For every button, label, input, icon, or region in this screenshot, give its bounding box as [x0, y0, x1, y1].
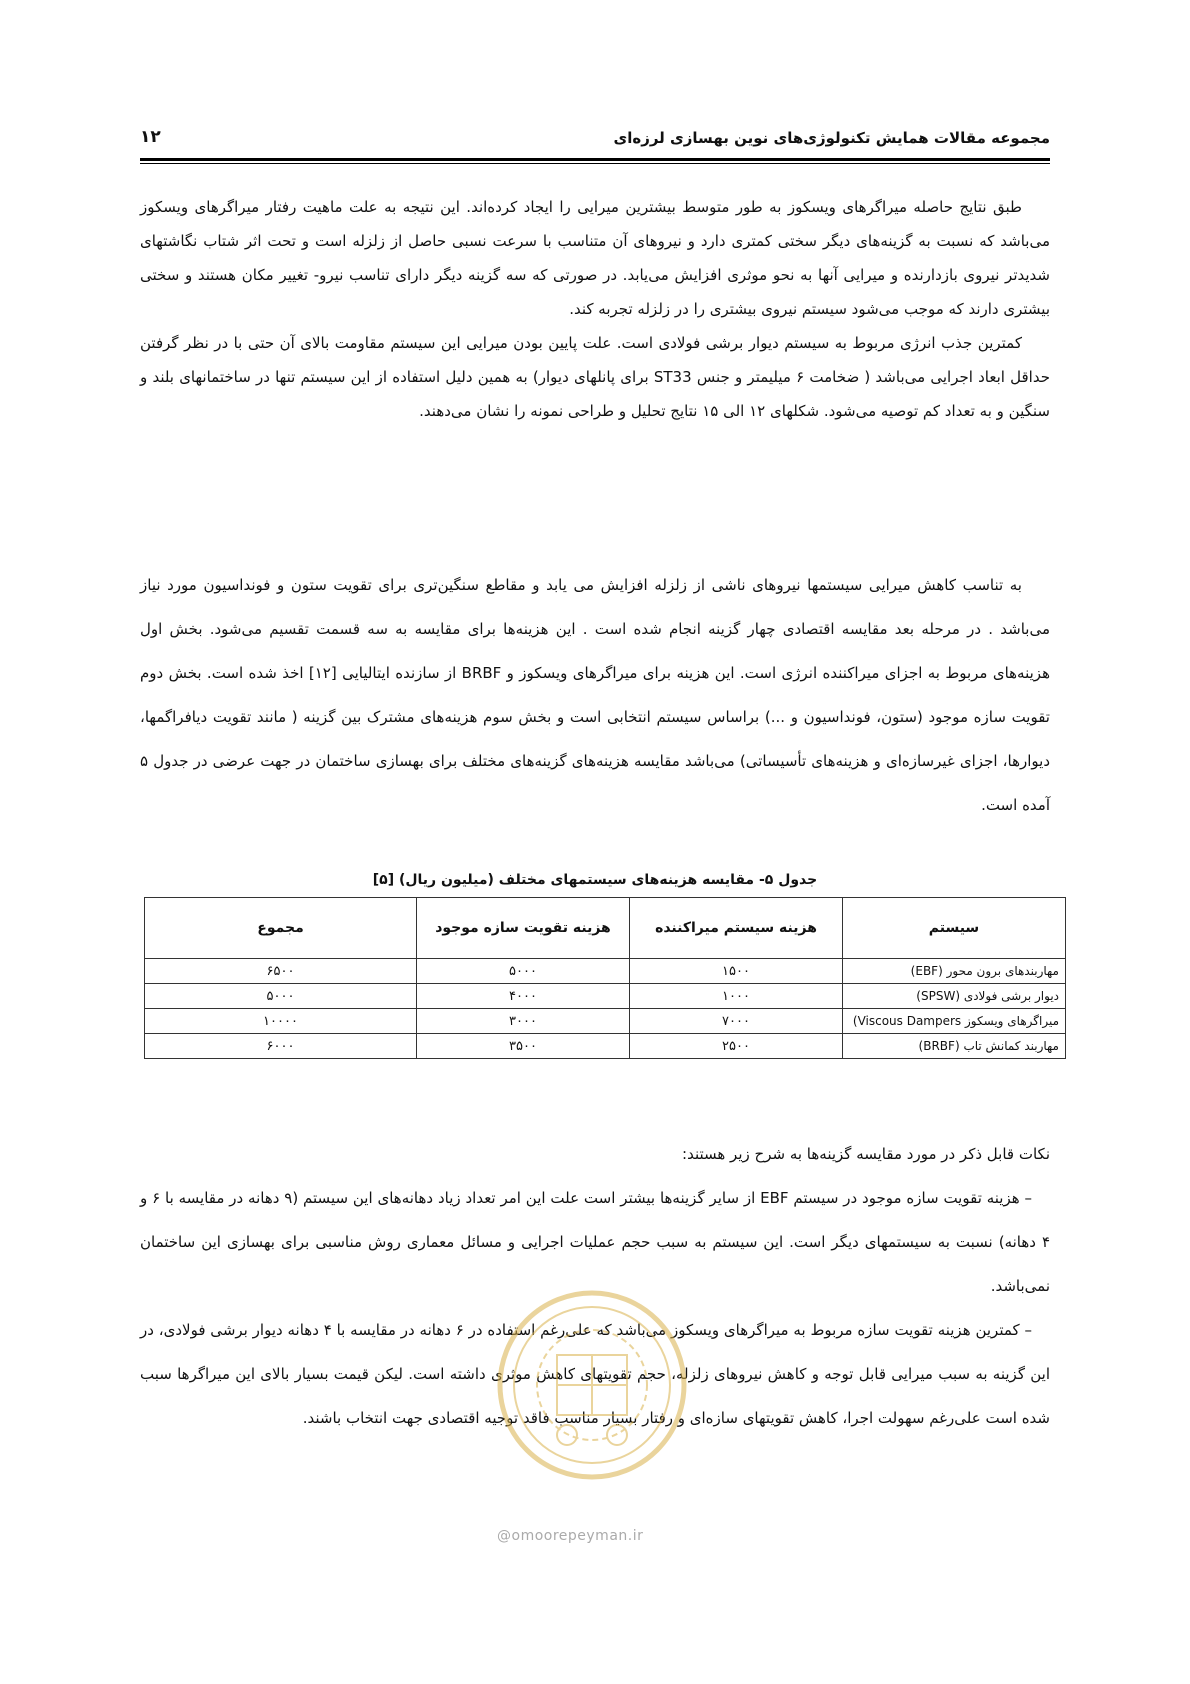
- watermark-url: @omoorepeyman.ir: [497, 1528, 644, 1544]
- cell-strengthening-cost: ۳۵۰۰: [417, 1034, 630, 1059]
- cost-table: [144, 897, 1066, 1059]
- cell-strengthening-cost: ۴۰۰۰: [417, 984, 630, 1009]
- cell-strengthening-cost: ۳۰۰۰: [417, 1009, 630, 1034]
- cell-system: میراگرهای ویسکوز Viscous Dampers): [843, 1009, 1066, 1034]
- cell-system: مهاربند کمانش تاب (BRBF): [843, 1034, 1066, 1059]
- cell-damper-cost: ۱۰۰۰: [630, 984, 843, 1009]
- header-rule-thin: [140, 163, 1050, 164]
- watermark-seal-icon: [487, 1285, 697, 1485]
- page-header: [140, 125, 1050, 155]
- paragraph-cost-comparison: به تناسب کاهش میرایی سیستمها نیروهای ناشی از زلزله افزایش می یابد و مقاطع سنگین‌تری برای تقویت ستون و فونداسیون مورد نیاز می‌باشد . در مرحله بعد مقایسه اقتصادی چهار گزینه انجام شده است . این هزینه‌ها برای مقایسه به سه قسمت تقسیم می‌شود. بخش اول هزینه‌های مربوط به اجزای میراکننده انرژی است. این هزینه برای میراگرهای ویسکوز و BRBF از سازنده ایتالیایی [۱۲] اخذ شده است. بخش دوم تقویت سازه موجود (ستون، فونداسیون و ...) براساس سیستم انتخابی است و بخش سوم هزینه‌های مشترک بین گزینه ( مانند تقویت دیافراگمها، دیوارها، اجزای غیرسازه‌ای و هزینه‌های تأسیساتی) می‌باشد مقایسه هزینه‌های گزینه‌های مختلف برای بهسازی ساختمان در جهت عرضی در جدول ۵ آمده است.: [140, 576, 1050, 814]
- table-row: [145, 1034, 1066, 1059]
- note-viscous: – کمترین هزینه تقویت سازه مربوط به میراگرهای ویسکوز می‌باشد که علی‌رغم استفاده در ۶ دهانه در مقایسه با ۴ دهانه دیوار برشی فولادی، در این گزینه به سبب میرایی قابل توجه و کاهش نیروهای زلزله، حجم تقویتهای کاهش موثری داشته است. لیکن قیمت بسیار بالای این میراگرها سبب شده است علی‌رغم سهولت اجرا، کاهش تقویتهای سازه‌ای و رفتار بسیار مناسب فاقد توجیه اقتصادی جهت انتخاب باشند.: [140, 1321, 1050, 1427]
- table-row: [145, 984, 1066, 1009]
- col-header-system: سیستم: [843, 898, 1066, 959]
- col-header-strengthening-cost: هزینه تقویت سازه موجود: [417, 898, 630, 959]
- cell-damper-cost: ۱۵۰۰: [630, 959, 843, 984]
- cell-damper-cost: ۷۰۰۰: [630, 1009, 843, 1034]
- cell-damper-cost: ۲۵۰۰: [630, 1034, 843, 1059]
- cell-total: ۶۰۰۰: [145, 1034, 417, 1059]
- page-number: ۱۲: [140, 127, 161, 147]
- table-row: [145, 959, 1066, 984]
- cell-system: مهاربندهای برون محور (EBF): [843, 959, 1066, 984]
- cell-strengthening-cost: ۵۰۰۰: [417, 959, 630, 984]
- cost-comparison-paragraph-block: [140, 563, 1050, 827]
- paragraph-viscous-results: طبق نتایج حاصله میراگرهای ویسکوز به طور متوسط بیشترین میرایی را ایجاد کرده‌اند. این نتیجه به علت ماهیت رفتار میراگرهای ویسکوز می‌باشد که نسبت به گزینه‌های دیگر سختی کمتری دارد و نیروهای آن متناسب با سرعت نسبی حاصل از زلزله است و تحت اثر شتاب نگاشتهای شدیدتر نیروی بازدارنده و میرایی آنها به نحو موثری افزایش می‌یابد. در صورتی که سه گزینه دیگر دارای تناسب نیرو- تغییر مکان هستند و سختی بیشتری دارند که موجب می‌شود سیستم نیروی بیشتری را در زلزله تجربه کند.: [140, 198, 1050, 318]
- col-header-total: مجموع: [145, 898, 417, 959]
- intro-paragraphs: [140, 190, 1050, 428]
- note-ebf: – هزینه تقویت سازه موجود در سیستم EBF از سایر گزینه‌ها بیشتر است علت این امر تعداد زیاد دهانه‌های این سیستم (۹ دهانه در مقایسه با ۶ و ۴ دهانه) نسبت به سیستمهای دیگر است. این سیستم به سبب حجم عملیات اجرایی و مسائل معماری روش مناسبی برای بهسازی این ساختمان نمی‌باشد.: [140, 1189, 1050, 1295]
- table-caption: جدول ۵- مقایسه هزینه‌های سیستمهای مختلف (میلیون ریال) [۵]: [372, 872, 818, 888]
- table-header-row: [145, 898, 1066, 959]
- notes-lead: نکات قابل ذکر در مورد مقایسه گزینه‌ها به شرح زیر هستند:: [682, 1145, 1050, 1163]
- paragraph-shear-wall: کمترین جذب انرژی مربوط به سیستم دیوار برشی فولادی است. علت پایین بودن میرایی این سیستم مقاومت بالای آن حتی با در نظر گرفتن حداقل ابعاد اجرایی می‌باشد ( ضخامت ۶ میلیمتر و جنس ST33 برای پانلهای دیوار) به همین دلیل استفاده از این سیستم تنها در ساختمانهای بلند و سنگین و به تعداد کم توصیه می‌شود. شکلهای ۱۲ الی ۱۵ نتایج تحلیل و طراحی نمونه را نشان می‌دهند.: [140, 334, 1051, 420]
- cell-total: ۶۵۰۰: [145, 959, 417, 984]
- cell-total: ۱۰۰۰۰: [145, 1009, 417, 1034]
- running-title: مجموعه مقالات همایش تکنولوژی‌های نوین بهسازی لرزه‌ای: [613, 129, 1050, 147]
- table-row: [145, 1009, 1066, 1034]
- header-rule-thick: [140, 158, 1050, 161]
- col-header-damper-cost: هزینه سیستم میراکننده: [630, 898, 843, 959]
- cell-total: ۵۰۰۰: [145, 984, 417, 1009]
- cell-system: دیوار برشی فولادی (SPSW): [843, 984, 1066, 1009]
